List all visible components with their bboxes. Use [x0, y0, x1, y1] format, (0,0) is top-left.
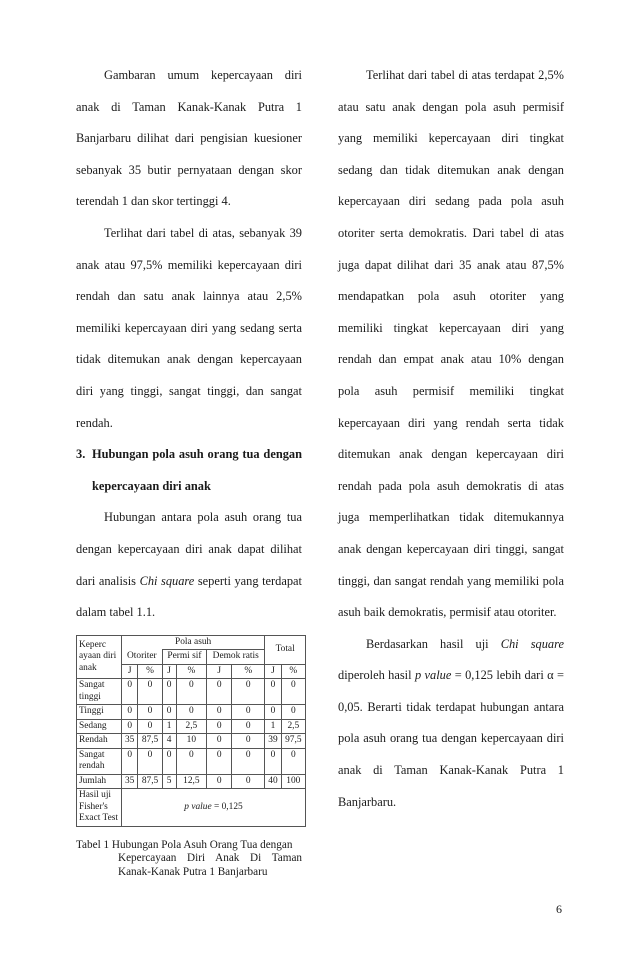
section-heading	[76, 439, 302, 502]
table-body	[77, 679, 306, 789]
right-column	[338, 60, 564, 818]
relation-text-a: Hubungan antara pola asuh orang tua dengan kepercayaan diri anak dapat dilihat dari analisis	[76, 510, 302, 588]
row-value: 0	[122, 705, 138, 720]
row-value: 0	[176, 705, 207, 720]
row-value: 0	[232, 705, 265, 720]
conclusion-italic-2: p value	[414, 668, 452, 683]
row-value: 0	[265, 679, 281, 705]
table-row	[77, 705, 306, 720]
row-value: 40	[265, 774, 281, 789]
pvalue-italic: p value	[184, 801, 212, 812]
col-j: J	[122, 664, 138, 679]
results-table	[76, 635, 306, 827]
row-label: Rendah	[77, 734, 122, 749]
header-otoriter: Otoriter	[122, 650, 163, 665]
row-value: 5	[162, 774, 176, 789]
row-value: 1	[265, 719, 281, 734]
pvalue-rest: = 0,125	[211, 801, 243, 812]
row-value: 4	[162, 734, 176, 749]
row-value: 0	[207, 705, 232, 720]
row-value: 0	[207, 719, 232, 734]
row-value: 100	[281, 774, 305, 789]
row-value: 1	[162, 719, 176, 734]
table-caption	[76, 839, 302, 880]
row-value: 0	[265, 748, 281, 774]
row-label: Jumlah	[77, 774, 122, 789]
col-j: J	[265, 664, 281, 679]
col-pct: %	[232, 664, 265, 679]
row-value: 0	[162, 748, 176, 774]
row-value: 12,5	[176, 774, 207, 789]
row-value: 0	[138, 679, 162, 705]
relation-text-b: seperti yang terdapat dalam tabel 1.1.	[76, 573, 302, 620]
row-value: 0	[232, 748, 265, 774]
row-label: Sangat rendah	[77, 748, 122, 774]
row-value: 35	[122, 734, 138, 749]
row-value: 0	[122, 719, 138, 734]
conclusion-text-a: Berdasarkan hasil uji	[366, 636, 489, 651]
col-pct: %	[281, 664, 305, 679]
row-value: 39	[265, 734, 281, 749]
row-value: 0	[162, 705, 176, 720]
row-value: 35	[122, 774, 138, 789]
row-value: 0	[281, 705, 305, 720]
row-value: 0	[207, 679, 232, 705]
table-row	[77, 679, 306, 705]
caption-first-line: Tabel 1 Hubungan Pola Asuh Orang Tua dengan	[76, 838, 293, 851]
row-value: 0	[207, 774, 232, 789]
row-label: Tinggi	[77, 705, 122, 720]
row-value: 0	[138, 705, 162, 720]
row-value: 0	[138, 748, 162, 774]
row-value: 0	[281, 679, 305, 705]
pvalue-cell	[122, 789, 306, 827]
row-value: 0	[162, 679, 176, 705]
col-j: J	[162, 664, 176, 679]
row-label: Sedang	[77, 719, 122, 734]
table-row	[77, 774, 306, 789]
table-row	[77, 734, 306, 749]
row-value: 0	[232, 734, 265, 749]
relation-text-italic: Chi square	[139, 573, 195, 588]
paragraph-relation	[76, 502, 302, 628]
paragraph-interpretation: Terlihat dari tabel di atas terdapat 2,5% atau satu anak dengan pola asuh permisif yang memiliki kepercayaan diri tingkat sedang dan tidak ditemukan anak dengan kepercayaan diri sedang pada pola asuh otoriter serta demokratis. Dari tabel di atas juga dapat dilihat dari 35 anak atau 87,5% mendapatkan pola asuh otoriter yang memiliki tingkat kepercayaan diri yang rendah dan empat anak atau 10% dengan pola asuh permisif memiliki tingkat kepercayaan diri yang rendah serta tidak ditemukan anak dengan kepercayaan diri rendah pada pola asuh demokratis di atas juga memperlihatkan tidak ditemukannya anak dengan kepercayaan diri tinggi, sangat tinggi, dan sangat rendah yang memiliki pola asuh baik demokratis, permisif atau otoriter.	[338, 68, 564, 620]
row-value: 0	[207, 734, 232, 749]
row-value: 2,5	[176, 719, 207, 734]
col-j: J	[207, 664, 232, 679]
row-value: 0	[232, 774, 265, 789]
row-label: Sangat tinggi	[77, 679, 122, 705]
row-value: 87,5	[138, 774, 162, 789]
table-row	[77, 748, 306, 774]
page-number: 6	[556, 902, 562, 916]
row-value: 0	[281, 748, 305, 774]
header-pola-asuh: Pola asuh	[122, 635, 265, 650]
left-column	[76, 60, 302, 879]
row-value: 0	[122, 748, 138, 774]
row-value: 0	[232, 679, 265, 705]
header-permisif: Permi sif	[162, 650, 206, 665]
row-value: 0	[176, 679, 207, 705]
header-total: Total	[265, 635, 306, 664]
section-title: Hubungan pola asuh orang tua dengan kepercayaan diri anak	[92, 447, 302, 493]
paragraph-results: Terlihat dari tabel di atas, sebanyak 39 anak atau 97,5% memiliki kepercayaan diri rendah dan satu anak lainnya atau 2,5% memiliki kepercayaan diri yang sedang serta tidak ditemukan anak dengan kepercayaan diri yang tinggi, sangat tinggi, dan sangat rendah.	[76, 225, 302, 430]
row-value: 0	[265, 705, 281, 720]
paragraph-conclusion	[338, 629, 564, 819]
conclusion-text-c: = 0,125 lebih dari α = 0,05. Berarti tidak terdapat hubungan antara pola asuh orang tua dengan kepercayaan diri anak di Taman Kanak-Kanak Putra 1 Banjarbaru.	[338, 668, 564, 809]
row-value: 0	[232, 719, 265, 734]
row-value: 2,5	[281, 719, 305, 734]
section-number: 3.	[76, 447, 86, 462]
caption-rest: Kepercayaan Diri Anak Di Taman Kanak-Kanak Putra 1 Banjarbaru	[118, 852, 302, 878]
paragraph-overview: Gambaran umum kepercayaan diri anak di Taman Kanak-Kanak Putra 1 Banjarbaru dilihat dari pengisian kuesioner sebanyak 35 butir pernyataan dengan skor terendah 1 dan skor tertinggi 4.	[76, 68, 302, 209]
conclusion-italic-1: Chi square	[500, 636, 564, 651]
row-value: 0	[122, 679, 138, 705]
row-value: 87,5	[138, 734, 162, 749]
row-value: 0	[176, 748, 207, 774]
col-pct: %	[176, 664, 207, 679]
header-kepercayaan: Keperc ayaan diri anak	[77, 635, 122, 679]
row-value: 97,5	[281, 734, 305, 749]
row-value: 10	[176, 734, 207, 749]
row-value: 0	[138, 719, 162, 734]
header-demokratis: Demok ratis	[207, 650, 265, 665]
test-label: Hasil uji Fisher's Exact Test	[77, 789, 122, 827]
conclusion-text-b: diperoleh hasil	[338, 668, 412, 683]
col-pct: %	[138, 664, 162, 679]
row-value: 0	[207, 748, 232, 774]
table-row	[77, 719, 306, 734]
